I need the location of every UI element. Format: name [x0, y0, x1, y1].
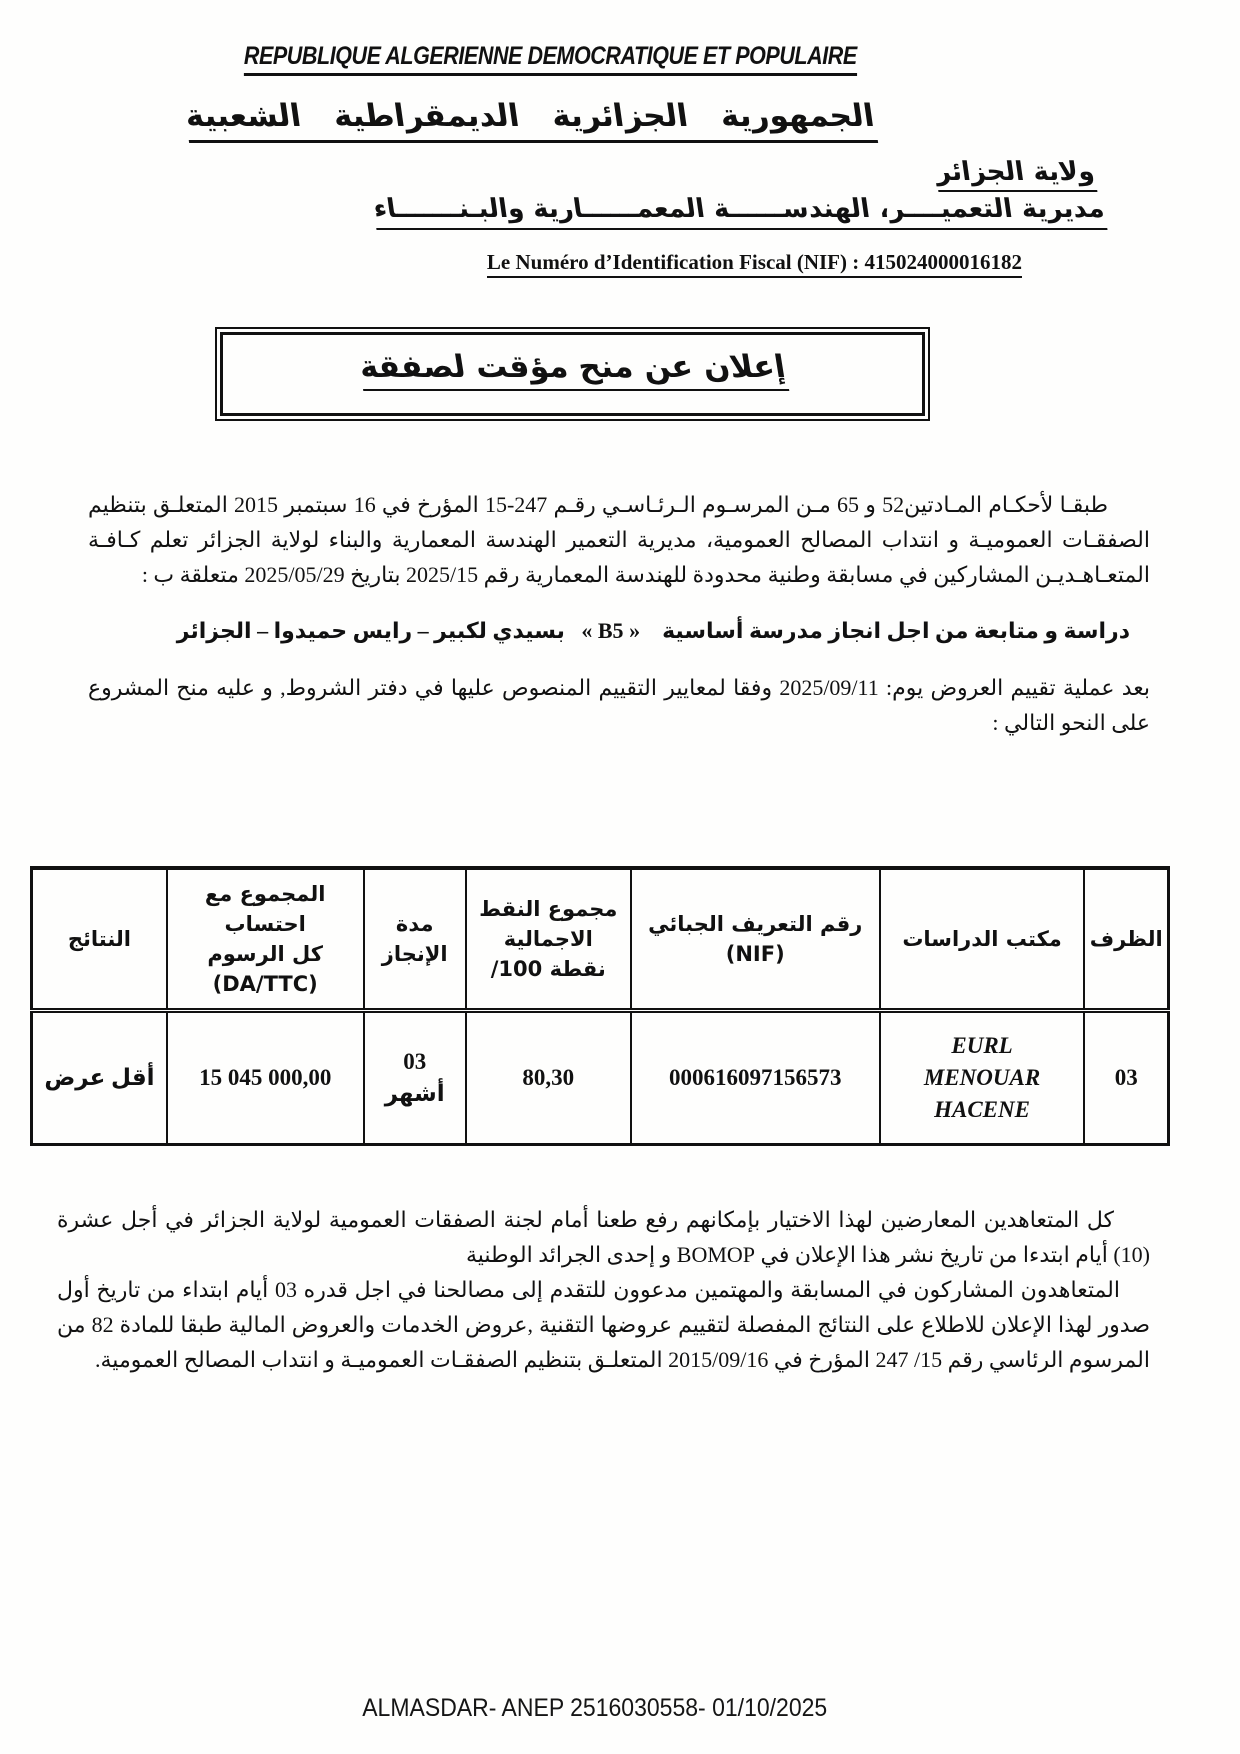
french-republic-title — [0, 42, 1100, 76]
cell-tax-id: 000616097156573 — [631, 1011, 880, 1145]
anep-footer-text: ALMASDAR- ANEP 2516030558- 01/10/2025 — [362, 1694, 828, 1722]
appeal-paragraph: كل المتعاهدين المعارضين لهذا الاختيار بإمكانهم رفع طعنا أمام لجنة الصفقات العمومية لولاية الجزائر في أجل عشرة (10) أيام ابتدءا من تاريخ نشر هذا الإعلان في BOMOP و إحدى الجرائد الوطنية — [57, 1207, 1150, 1267]
cell-duration-value: 03 — [403, 1049, 427, 1074]
header-tax-id-abbr: (NIF) — [725, 942, 785, 966]
cell-score: 80,30 — [466, 1011, 631, 1145]
cell-study-office-line3: HACENE — [934, 1097, 1030, 1122]
header-results-text: النتائج — [67, 927, 131, 951]
cell-envelope-number: 03 — [1084, 1011, 1168, 1145]
header-duration-line2: الإنجاز — [381, 942, 448, 966]
directorate-line — [0, 194, 1240, 230]
evaluation-paragraph: بعد عملية تقييم العروض يوم: 2025/09/11 وفقا لمعايير التقييم المنصوص عليها في دفتر الشروط, و عليه منح المشروع على النحو التالي : — [88, 675, 1150, 735]
header-results — [32, 868, 167, 1011]
arabic-republic-title-text: الجمهورية الجزائرية الديمقراطية الشعبية — [182, 98, 877, 143]
header-total-points-line1: مجموع النقط — [479, 897, 618, 921]
closing-paragraphs — [0, 1202, 1240, 1377]
table-header-row — [32, 868, 1169, 1011]
header-total-amount-line1: المجموع مع — [204, 882, 326, 906]
header-total-points-line3: /100 نقطة — [490, 957, 606, 981]
header-total-amount — [167, 868, 364, 1011]
cell-result: أقل عرض — [32, 1011, 167, 1145]
arabic-republic-title — [0, 98, 1060, 143]
fiscal-id-text: Le Numéro d’Identification Fiscal (NIF) : 415024000016182 — [487, 250, 1022, 278]
cell-study-office — [880, 1011, 1085, 1145]
header-duration — [364, 868, 466, 1011]
header-tax-id-text: رقم التعريف الجبائي — [648, 912, 863, 936]
header-study-office-text: مكتب الدراسات — [902, 927, 1062, 951]
wilaya-line — [0, 157, 1240, 192]
header-envelope — [1084, 868, 1168, 1011]
header-total-points-line2: الاجمالية — [503, 927, 593, 951]
table-row — [32, 1011, 1169, 1145]
cell-study-office-line2: MENOUAR — [923, 1065, 1041, 1090]
french-republic-title-text: REPUBLIQUE ALGERIENNE DEMOCRATIQUE ET POPULAIRE — [244, 42, 857, 76]
anep-footer-line — [0, 1694, 1190, 1723]
header-total-amount-line4: (DA/TTC) — [212, 972, 318, 996]
header-total-amount-line2: احتساب — [224, 912, 306, 936]
directorate-line-text: مديرية التعميــــر، الهندســــــة المعمــــــارية والبـنـــــــاء — [372, 194, 1108, 230]
cell-study-office-line1: EURL — [951, 1033, 1013, 1058]
header-envelope-text: الظرف — [1089, 927, 1163, 951]
header-tax-id — [631, 868, 880, 1011]
notice-title-box — [215, 327, 930, 421]
cell-duration — [364, 1011, 466, 1145]
notice-title-box-inner — [220, 332, 925, 416]
project-subject-line: دراسة و متابعة من اجل انجاز مدرسة أساسية « B5 » بسيدي لكبير – رايس حميدوا – الجزائر — [176, 618, 1130, 643]
header-duration-line1: مدة — [395, 912, 434, 936]
wilaya-line-text: ولاية الجزائر — [934, 157, 1097, 192]
fiscal-id-line — [0, 250, 1240, 275]
header-study-office — [880, 868, 1085, 1011]
results-access-paragraph: المتعاهدون المشاركون في المسابقة والمهتمين مدعوون للتقدم إلى مصالحنا في اجل قدره 03 أيام ابتداء من تاريخ أول صدور لهذا الإعلان للاطلاع على النتائج المفصلة لتقييم عروضها التقنية ,عروض الخدمات والعروض المالية طبقا للمادة 82 من المرسوم الرئاسي رقم 15/ 247 المؤرخ في 2015/09/16 المتعلـق بتنظيم الصفقـات العموميـة و انتداب المصالح العمومية. — [57, 1277, 1150, 1372]
cell-duration-unit: أشهر — [384, 1081, 445, 1106]
header-total-amount-line3: كل الرسوم — [207, 942, 323, 966]
cell-total-amount: 15 045 000,00 — [167, 1011, 364, 1145]
notice-title: إعلان عن منح مؤقت لصفقة — [356, 349, 788, 391]
intro-paragraph: طبقـا لأحكـام المـادتين52 و 65 مـن المرسـوم الـرئـاسـي رقـم 247-15 المؤرخ في 16 سبتمبر 2015 المتعلـق بتنظيم الصفقـات العموميـة و انتداب المصالح العمومية، مديرية التعمير الهندسة المعمارية والبناء لولاية الجزائر تعلم كـافـة المتعـاهـديـن المشاركين في مسابقة وطنية محدودة للهندسة المعمارية رقم 2025/15 بتاريخ 2025/05/29 متعلقة ب : — [88, 492, 1150, 587]
header-total-points — [466, 868, 631, 1011]
award-results-table — [30, 866, 1170, 1146]
